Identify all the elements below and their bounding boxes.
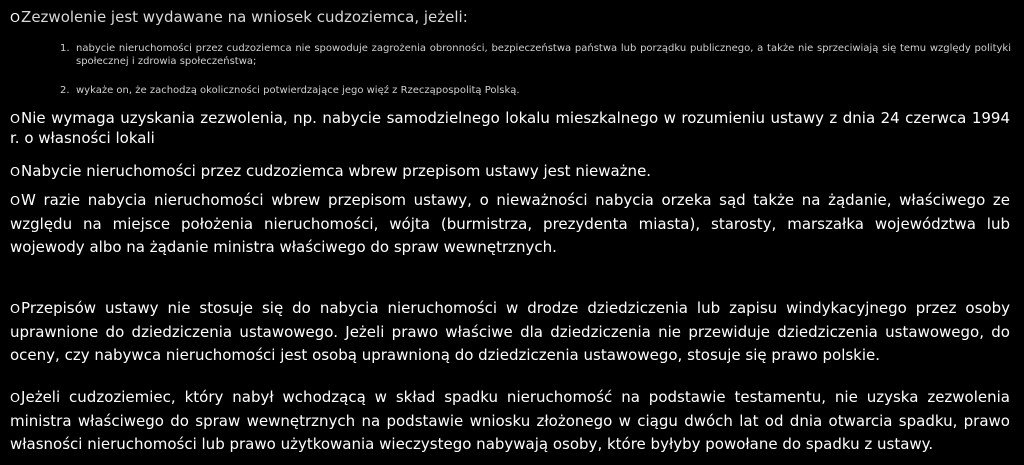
paragraph-text: Nie wymaga uzyskania zezwolenia, np. nabycie samodzielnego lokalu mieszkalnego w rozumieniu ustawy z dnia 24 czerwca 1994 r. o własności lokali bbox=[10, 109, 1010, 147]
bullet-marker: O bbox=[10, 165, 21, 180]
paragraph-text: W razie nabycia nieruchomości wbrew przepisom ustawy, o nieważności nabycia orzeka sąd także na żądanie, właściwego ze względu na miejsce położenia nieruchomości, wójta (burmistrza, prezydenta miasta), starosty, marszałka województwa lub wojewody albo na żądanie ministra właściwego do spraw wewnętrznych. bbox=[10, 191, 1010, 256]
inheritance-paragraph bbox=[10, 297, 1010, 367]
conditions-list bbox=[60, 42, 1011, 97]
court-paragraph bbox=[10, 189, 1010, 259]
condition-text: nabycie nieruchomości przez cudzoziemca nie spowoduje zagrożenia obronności, bezpieczeństwa państwa lub porządku publicznego, a także nie sprzeciwiają się temu względy polityki społecznej i zdrowia społeczeństwa; bbox=[76, 43, 1011, 67]
bullet-marker: O bbox=[10, 112, 21, 127]
condition-item bbox=[60, 42, 1011, 68]
bullet-marker: O bbox=[10, 194, 21, 209]
bullet-marker: O bbox=[10, 302, 21, 317]
bullet-marker: O bbox=[10, 391, 21, 406]
paragraph-text: Przepisów ustawy nie stosuje się do nabycia nieruchomości w drodze dziedziczenia lub zapisu windykacyjnego przez osoby uprawnione do dziedziczenia ustawowego. Jeżeli prawo właściwe dla dziedziczenia nie przewiduje dziedziczenia ustawowego, do oceny, czy nabywca nieruchomości jest osobą uprawnioną do dziedziczenia ustawowego, stosuje się prawo polskie. bbox=[10, 299, 1010, 364]
paragraph-text: Jeżeli cudzoziemiec, który nabył wchodzącą w skład spadku nieruchomość na podstawie testamentu, nie uzyska zezwolenia ministra właściwego do spraw wewnętrznych na podstawie wniosku złożonego w ciągu dwóch lat od dnia otwarcia spadku, prawo własności nieruchomości lub prawo użytkowania wieczystego nabywają osoby, które byłyby powołane do spadku z ustawy. bbox=[10, 388, 1010, 453]
intro-text: Zezwolenie jest wydawane na wniosek cudzoziemca, jeżeli: bbox=[21, 8, 468, 26]
condition-item bbox=[60, 84, 1011, 97]
intro-paragraph bbox=[10, 8, 1010, 28]
bullet-marker: O bbox=[10, 11, 21, 26]
condition-number: 1. bbox=[60, 43, 70, 54]
testament-paragraph bbox=[10, 386, 1010, 456]
paragraph-text: Nabycie nieruchomości przez cudzoziemca wbrew przepisom ustawy jest nieważne. bbox=[21, 162, 652, 180]
condition-text: wykaże on, że zachodzą okoliczności potwierdzające jego więź z Rzecząpospolitą Polską. bbox=[76, 85, 520, 96]
no-permit-paragraph bbox=[10, 109, 1010, 148]
condition-number: 2. bbox=[60, 85, 70, 96]
invalidity-paragraph bbox=[10, 162, 1010, 182]
